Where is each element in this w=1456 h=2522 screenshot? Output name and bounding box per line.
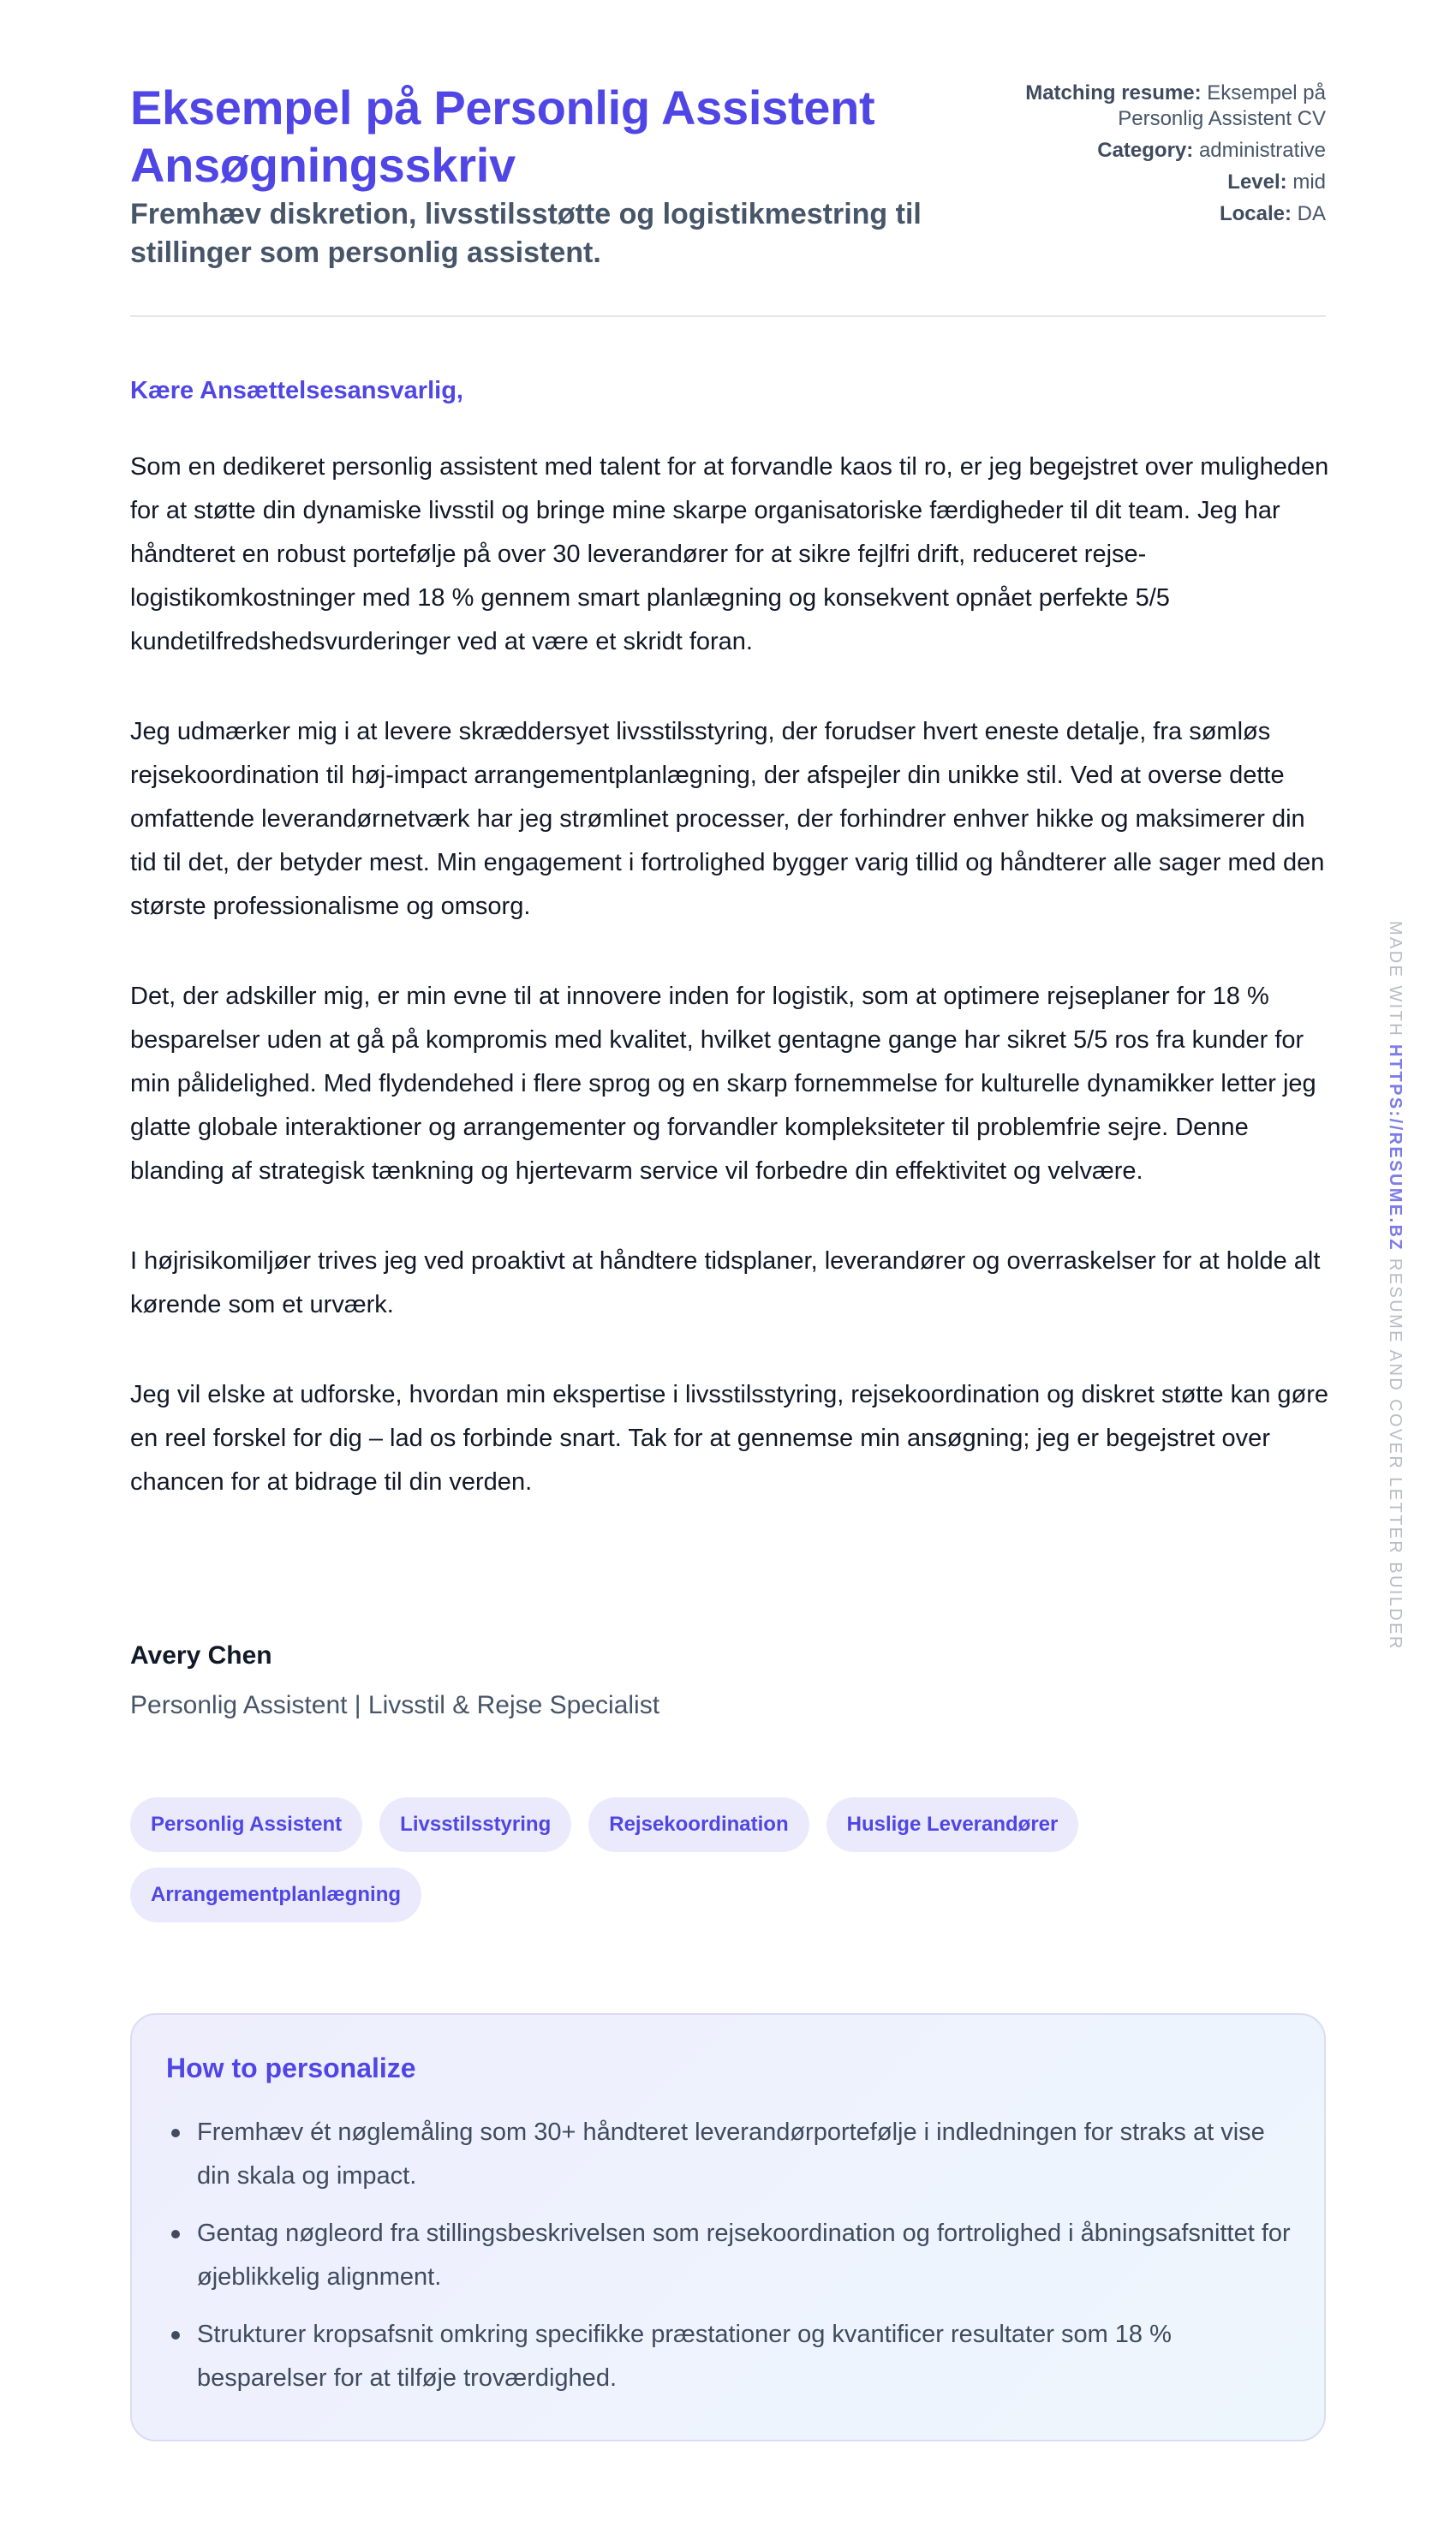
page-subtitle: Fremhæv diskretion, livsstilsstøtte og logistikmestring til stillinger som personlig assistent. (130, 198, 922, 269)
letter-paragraph: I højrisikomiljøer trives jeg ved proaktivt at håndtere tidsplaner, leverandører og overraskelser for at holde alt kørende som et urværk. (130, 1247, 1321, 1318)
tip-text: Strukturer kropsafsnit omkring specifikke præstationer og kvantificer resultater som 18 % besparelser for at tilføje troværdighed. (197, 2321, 1172, 2392)
bullet-icon (171, 2331, 180, 2340)
page-title: Eksempel på Personlig Assistent Ansøgningsskriv (130, 81, 875, 192)
meta-label: Category: (1097, 139, 1194, 162)
letter-paragraph: Det, der adskiller mig, er min evne til at innovere inden for logistik, som at optimere rejseplaner for 18 % besparelser uden at gå på kompromis med kvalitet, hvilket gentagne gange har sikret 5/5 ros fra kunder for min pålidelighed. Med flydendehed i flere sprog og en skarp fornemmelse for kulturelle dynamikker letter jeg glatte globale interaktioner og arrangementer og forvandler kompleksiteter til problemfrie sejre. Denne blanding af strategisk tænkning og hjertevarm service vil forbedre din effektivitet og velvære. (130, 983, 1316, 1185)
watermark (1385, 921, 1405, 1651)
meta-matching-resume (966, 81, 1326, 132)
tag-chip: Personlig Assistent (130, 1797, 362, 1852)
tip-text: Fremhæv ét nøglemåling som 30+ håndteret leverandørportefølje i indledningen for straks at vise din skala og impact. (197, 2119, 1265, 2190)
bullet-icon (171, 2129, 180, 2137)
tag-chip: Huslige Leverandører (826, 1797, 1079, 1852)
meta-value: mid (1292, 170, 1326, 194)
personalize-title: How to personalize (166, 2053, 416, 2083)
tip-item (166, 2212, 1297, 2299)
tag-chip: Arrangementplanlægning (130, 1868, 421, 1922)
salutation: Kære Ansættelsesansvarlig, (130, 377, 463, 404)
meta-category (966, 138, 1326, 164)
bullet-icon (171, 2230, 180, 2238)
meta-label: Locale: (1219, 202, 1292, 225)
signature-name: Avery Chen (130, 1641, 272, 1670)
tag-chip: Livsstilsstyring (379, 1797, 571, 1852)
meta-label: Level: (1227, 170, 1287, 194)
personalize-card (130, 2013, 1326, 2441)
letter-paragraph: Som en dedikeret personlig assistent med talent for at forvandle kaos til ro, er jeg begejstret over muligheden for at støtte din dynamiske livsstil og bringe mine skarpe organisatoriske færdigheder til dit team. Jeg har håndteret en robust portefølje på over 30 leverandører for at sikre fejlfri drift, reduceret rejse-logistikomkostninger med 18 % gennem smart planlægning og konsekvent opnået perfekte 5/5 kundetilfredshedsvurderinger ved at være et skridt foran. (130, 453, 1329, 655)
watermark-suffix: RESUME AND COVER LETTER BUILDER (1386, 1258, 1405, 1651)
tag-list (130, 1797, 1124, 1922)
meta-info (966, 81, 1326, 233)
page-header (130, 0, 1326, 317)
letter-paragraph: Jeg udmærker mig i at levere skræddersyet livsstilsstyring, der forudser hvert eneste detalje, fra sømløs rejsekoordination til høj-impact arrangementplanlægning, der afspejler din unikke stil. Ved at overse dette omfattende leverandørnetværk har jeg strømlinet processer, der forhindrer enhver hikke og maksimerer din tid til det, der betyder mest. Min engagement i fortrolighed bygger varig tillid og håndterer alle sager med den største professionalisme og omsorg. (130, 718, 1325, 920)
watermark-prefix: MADE WITH (1386, 921, 1405, 1038)
letter-paragraph: Jeg vil elske at udforske, hvordan min ekspertise i livsstilsstyring, rejsekoordination og diskret støtte kan gøre en reel forskel for dig – lad os forbinde snart. Tak for at gennemse min ansøgning; jeg er begejstret over chancen for at bidrage til din verden. (130, 1381, 1329, 1496)
meta-value: DA (1297, 202, 1326, 225)
meta-locale (966, 201, 1326, 227)
tip-item (166, 2313, 1297, 2400)
letter-body (130, 445, 1329, 1551)
tag-chip: Rejsekoordination (588, 1797, 809, 1852)
cover-letter-page (130, 0, 1329, 2392)
tip-item (166, 2111, 1297, 2198)
signature-title: Personlig Assistent | Livsstil & Rejse Specialist (130, 1691, 660, 1719)
meta-label: Matching resume: (1025, 81, 1202, 105)
personalize-tips (166, 2111, 1297, 2414)
meta-value: administrative (1198, 139, 1326, 162)
tip-text: Gentag nøgleord fra stillingsbeskrivelsen som rejsekoordination og fortrolighed i åbningsafsnittet for øjeblikkelig alignment. (197, 2220, 1291, 2291)
watermark-link[interactable]: HTTPS://RESUME.BZ (1386, 1044, 1405, 1252)
meta-level (966, 170, 1326, 195)
meta-value: Eksempel på Personlig Assistent CV (1118, 81, 1326, 130)
